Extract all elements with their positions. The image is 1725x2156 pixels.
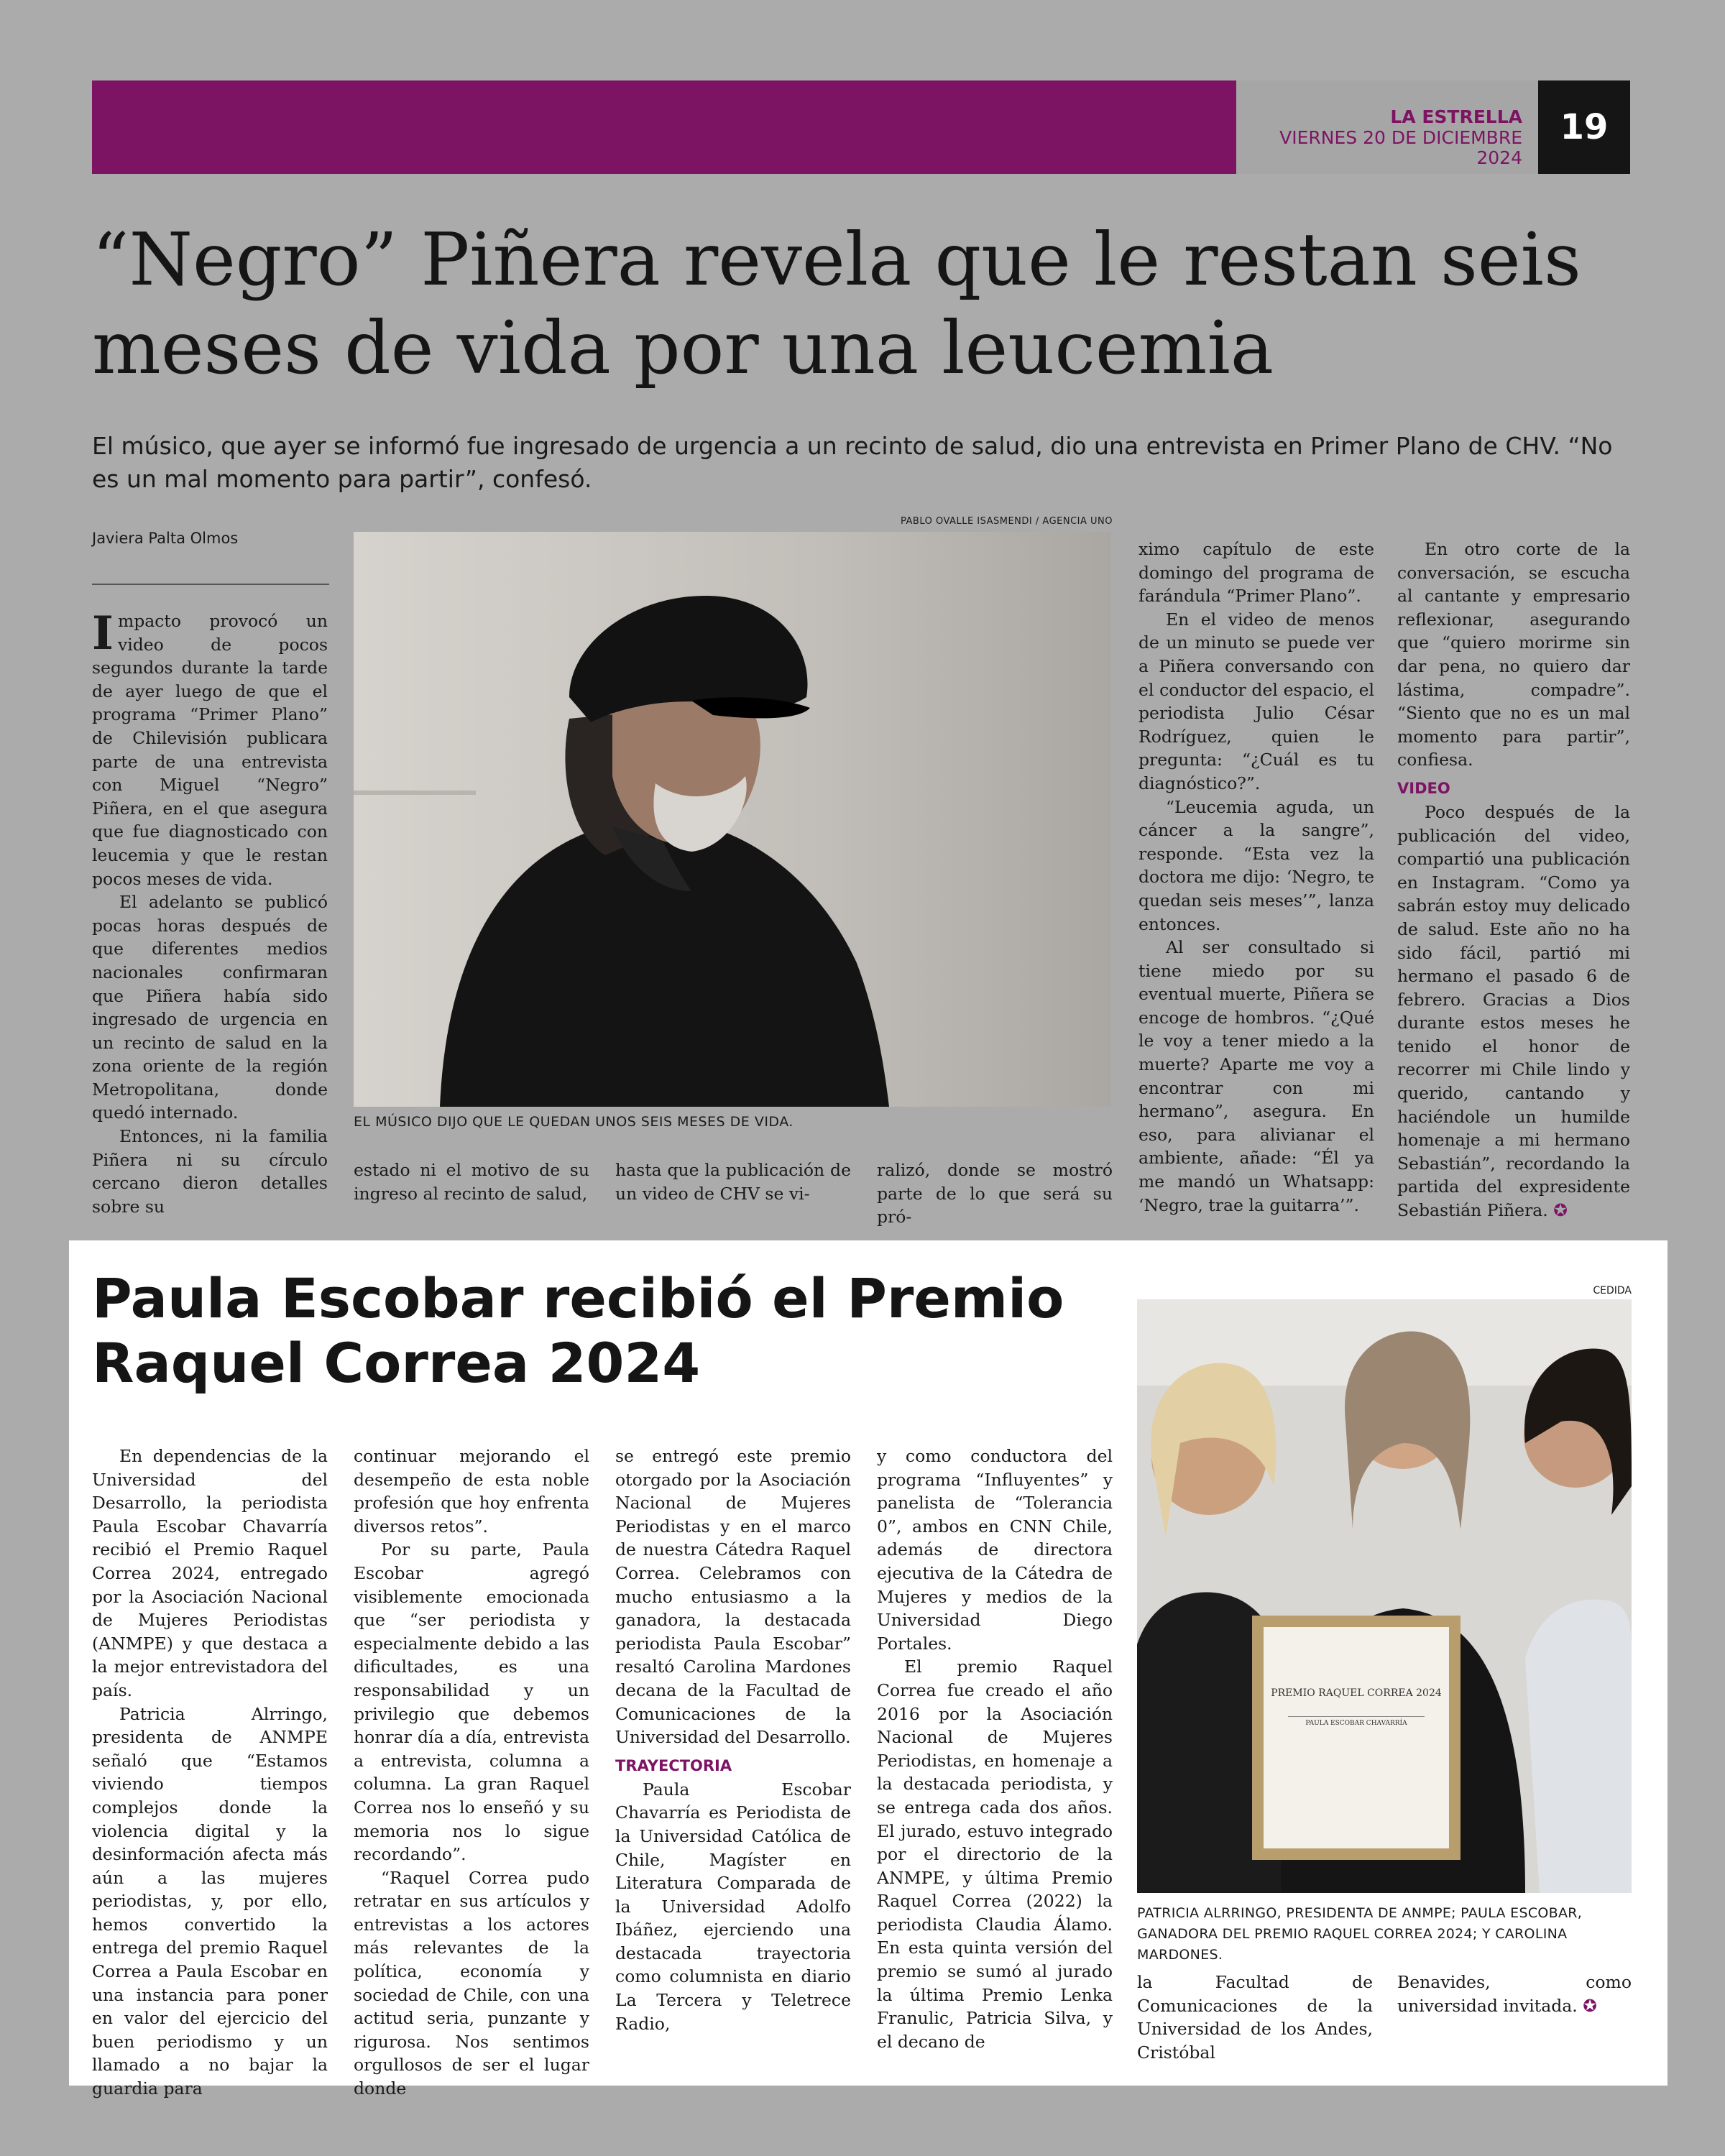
story1-column-1 — [92, 609, 328, 1218]
story2-column-3 — [615, 1445, 851, 2035]
story1-paragraph: ralizó, donde se mostró parte de lo que será su pró- — [877, 1160, 1113, 1227]
story1-photo-caption: EL MÚSICO DIJO QUE LE QUEDAN UNOS SEIS MESES DE VIDA. — [354, 1114, 794, 1130]
story2-paragraph: Paula Escobar Chavarría es Periodista de la Universidad Católica de Chile, Magíster en Literatura Comparada de la Universidad Adolfo Ibáñez, ejerciendo una destacada trayectoria como columnista en diario La Tercera y Teletrece Radio, — [615, 1779, 851, 2034]
story2-paragraph: El premio Raquel Correa fue creado el año 2016 por la Asociación Nacional de Mujeres Periodistas, en homenaje a la destacada periodista, y se entrega cada dos años. El jurado, estuvo integrado por el directorio de la ANMPE, y última Premio Raquel Correa (2022) la periodista Claudia Álamo. En esta quinta versión del premio se sumó al jurado la última Premio Lenka Franulic, Patricia Silva, y el decano de — [877, 1657, 1113, 2052]
story2-column-1 — [92, 1445, 328, 2101]
story2-paragraph: Patricia Alrringo, presidenta de ANMPE señaló que “Estamos viviendo tiempos complejos donde la violencia digital y la desinformación afecta más aún a las mujeres periodistas, y, por ello, hemos convertido la entrega del premio Raquel Correa a Paula Escobar en una instancia para poner en valor del ejercicio del buen periodismo y un llamado a no bajar la guardia para — [92, 1703, 328, 2099]
story1-paragraph: “Leucemia aguda, un cáncer a la sangre”, responde. “Esta vez la doctora me dijo: ‘Negro, te quedan seis meses’”, lanza entonces. — [1138, 796, 1374, 934]
story2-paragraph: y como conductora del programa “Influyentes” y panelista de “Tolerancia 0”, ambos en CNN Chile, además de directora ejecutiva de la Cátedra de Mujeres y medios de la Universidad Diego Portales. — [877, 1446, 1113, 1654]
story1-paragraph: ximo capítulo de este domingo del programa de farándula “Primer Plano”. — [1138, 539, 1374, 607]
story2-paragraph: Por su parte, Paula Escobar agregó visiblemente emocionada que “ser periodista y especialmente debido a las dificultades, es una responsabilidad y un privilegio que debemos honrar día a día, entrevista a entrevista, columna a columna. La gran Raquel Correa nos lo enseñó y su memoria nos lo sigue recordando”. — [354, 1539, 589, 1865]
story2-headline: Paula Escobar recibió el Premio Raquel Correa 2024 — [92, 1266, 1064, 1395]
issue-date: VIERNES 20 DE DICIEMBRE 2024 — [1279, 127, 1522, 168]
story1-column-4 — [877, 1158, 1113, 1229]
story2-photo-caption: PATRICIA ALRRINGO, PRESIDENTA DE ANMPE; PAULA ESCOBAR, GANADORA DEL PREMIO RAQUEL CORREA 2024; Y CAROLINA MARDONES. — [1137, 1905, 1583, 1963]
story2-paragraph: “Raquel Correa pudo retratar en sus artículos y entrevistas a los actores más relevantes de la política, economía y sociedad de Chile, con una actitud seria, punzante y rigurosa. Nos sentimos orgullosos de ser el lugar donde — [354, 1867, 589, 2099]
story1-paragraph: estado ni el motivo de su ingreso al recinto de salud, — [354, 1160, 589, 1204]
story1-paragraph: Al ser consultado si tiene miedo por su eventual muerte, Piñera se encoge de hombros. “¿Qué le voy a tener miedo a la muerte? Aparte me voy a encontrar con mi hermano”, asegura. En eso, para alivianar el ambiente, añade: “Él ya me mandó un Whatsapp: ‘Negro, trae la guitarra’”. — [1138, 937, 1374, 1215]
story1-column-6 — [1397, 538, 1630, 1222]
story2-paragraph: continuar mejorando el desempeño de esta noble profesión que hoy enfrenta diversos retos”. — [354, 1446, 589, 1537]
story2-paragraph: la Facultad de Comunicaciones de la Universidad de los Andes, Cristóbal — [1137, 1972, 1373, 2063]
diploma-title: PREMIO RAQUEL CORREA 2024 — [1271, 1687, 1442, 1699]
story1-headline: “Negro” Piñera revela que le restan seis meses de vida por una leucemia — [92, 217, 1581, 390]
story2-paragraph: Benavides, como universidad invitada. ✪ — [1397, 1972, 1632, 2016]
story1-column-3 — [615, 1158, 851, 1205]
story1-photo-credit: PABLO OVALLE ISASMENDI / AGENCIA UNO — [901, 516, 1113, 527]
section-kicker-trayectoria: TRAYECTORIA — [615, 1756, 732, 1774]
story1-paragraph: En el video de menos de un minuto se puede ver a Piñera conversando con el conductor del espacio, el periodista Julio César Rodríguez, quien le pregunta: “¿Cuál es tu diagnóstico?”. — [1138, 609, 1374, 793]
musician-portrait-illustration — [354, 532, 1111, 1107]
story1-paragraph: mpacto provocó un video de pocos segundos durante la tarde de ayer luego de que el programa “Primer Plano” de Chilevisión publicara parte de una entrevista con Miguel “Negro” Piñera, en el que asegura que fue diagnosticado con leucemia y que le restan pocos meses de vida. — [92, 611, 328, 889]
story2-column-4 — [877, 1445, 1113, 2053]
story2-photo — [1137, 1299, 1632, 1893]
story2-paragraph: se entregó este premio otorgado por la Asociación Nacional de Mujeres Periodistas y en el marco de nuestra Cátedra Raquel Correa. Celebramos con mucho entusiasmo a la ganadora, la destacada periodista Paula Escobar” resaltó Carolina Mardones decana de la Facultad de Comunicaciones de la Universidad del Desarrollo. — [615, 1446, 851, 1748]
story1-column-5 — [1138, 538, 1374, 1217]
story1-column-2 — [354, 1158, 589, 1205]
section-kicker-video: VIDEO — [1397, 779, 1450, 797]
story2-paragraph: En dependencias de la Universidad del Desarrollo, la periodista Paula Escobar Chavarría recibió el Premio Raquel Correa 2024, entregado por la Asociación Nacional de Mujeres Periodistas (ANMPE) y que destaca a la mejor entrevistadora del país. — [92, 1446, 328, 1700]
story1-paragraph: Poco después de la publicación del video, compartió una publicación en Instagram. “Como ya sabrán estoy muy delicado de salud. Este año no ha sido fácil, partió mi hermano el pasado 6 de febrero. Gracias a Dios durante estos meses he tenido el honor de recorrer mi Chile lindo y querido, cantando y haciéndole un humilde homenaje a mi hermano Sebastián”, recordando la partida del expresidente Sebastián Piñera. ✪ — [1397, 801, 1630, 1221]
end-mark-icon: ✪ — [1583, 1995, 1597, 2016]
diploma-name: PAULA ESCOBAR CHAVARRÍA — [1305, 1720, 1407, 1727]
story2-column-5 — [1137, 1971, 1373, 2064]
story2-column-6 — [1397, 1971, 1632, 2017]
story1-photo — [354, 532, 1111, 1107]
story1-author: Javiera Palta Olmos — [92, 530, 239, 547]
story1-paragraph: Entonces, ni la familia Piñera ni su círculo cercano dieron detalles sobre su — [92, 1126, 328, 1217]
story1-paragraph: El adelanto se publicó pocas horas después de que diferentes medios nacionales confirmaran que Piñera había sido ingresado de urgencia en un recinto de salud en la zona oriente de la región Metropolitana, donde quedó internado. — [92, 892, 328, 1123]
story2-column-2 — [354, 1445, 589, 2101]
story2-photo-credit: CEDIDA — [1593, 1285, 1632, 1296]
story1-paragraph: En otro corte de la conversación, se escucha al cantante y empresario reflexionar, asegurando que “quiero morirme sin dar pena, no quiero dar lástima, compadre”. “Siento que no es un mal momento para partir”, confiesa. — [1397, 539, 1630, 770]
drop-cap: I — [92, 607, 114, 660]
end-mark-icon: ✪ — [1553, 1200, 1568, 1221]
newspaper-name: LA ESTRELLA — [1390, 106, 1522, 127]
award-ceremony-illustration — [1137, 1299, 1632, 1893]
story1-subheadline: El músico, que ayer se informó fue ingresado de urgencia a un recinto de salud, dio una entrevista en Primer Plano de CHV. “No es un mal momento para partir”, confesó. — [92, 432, 1613, 493]
page-number: 19 — [1538, 80, 1630, 174]
author-divider — [92, 584, 329, 585]
story1-paragraph: hasta que la publicación de un video de CHV se vi- — [615, 1160, 851, 1204]
